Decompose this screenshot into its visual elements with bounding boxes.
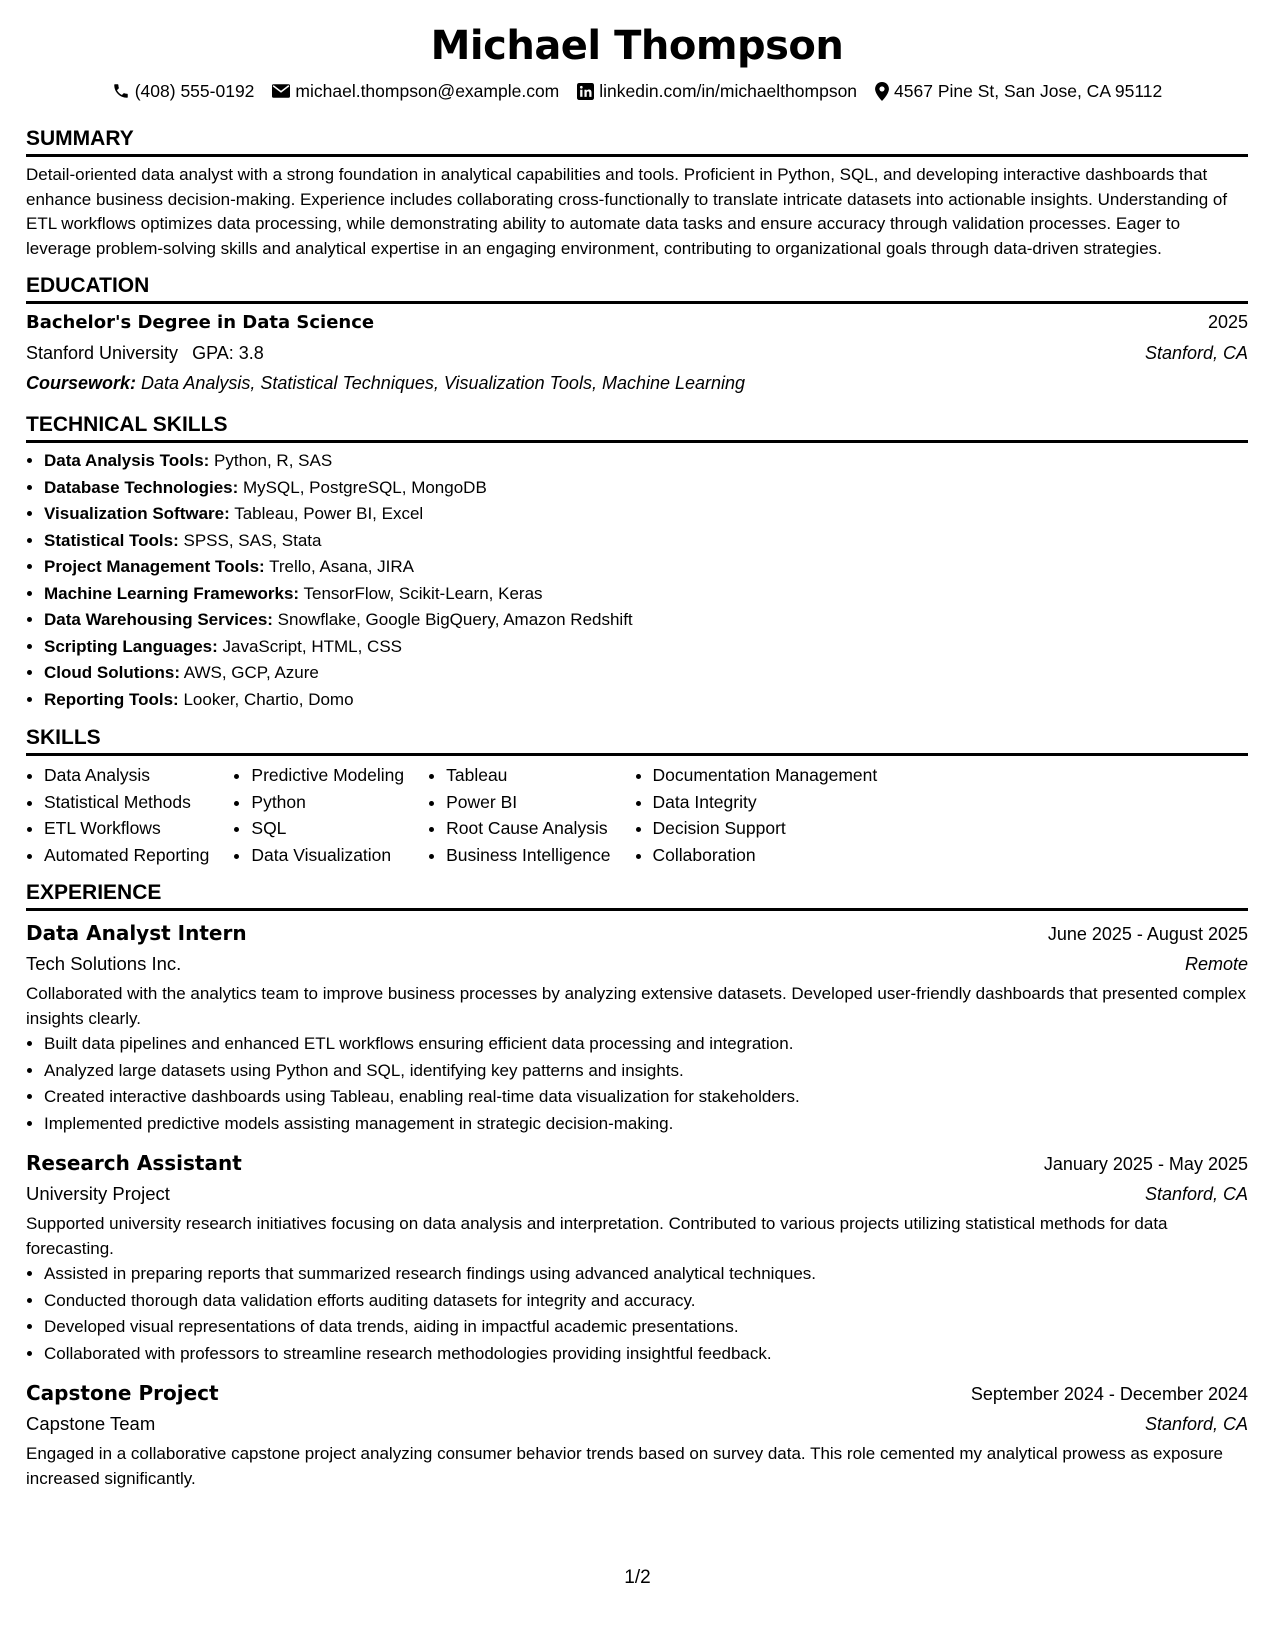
job-company: Capstone Team <box>26 1413 156 1434</box>
experience-section <box>26 880 1248 1491</box>
job-title: Research Assistant <box>26 1151 242 1175</box>
linkedin-text[interactable]: linkedin.com/in/michaelthompson <box>599 80 858 101</box>
skill-item: • ETL Workflows <box>44 815 209 842</box>
school-name: Stanford University <box>26 343 179 363</box>
technical-skill-value: Snowflake, Google BigQuery, Amazon Redshift <box>272 610 633 629</box>
skills-section <box>26 725 1248 868</box>
skill-item: • Tableau <box>446 762 610 789</box>
job-description: Supported university research initiatives focusing on data analysis and interpretation. Contributed to various projects utilizing statistical methods for data forecasting. <box>26 1214 1168 1258</box>
skill-item: • SQL <box>251 815 404 842</box>
technical-skill-label: Cloud Solutions: <box>44 663 180 682</box>
technical-skill-value: MySQL, PostgreSQL, MongoDB <box>238 477 487 497</box>
job-company: Tech Solutions Inc. <box>26 953 182 974</box>
skill-item: • Decision Support <box>653 815 878 842</box>
job-bullet: • Conducted thorough data validation efforts auditing datasets for integrity and accuracy. <box>44 1288 1248 1315</box>
technical-skills-heading: TECHNICAL SKILLS <box>26 412 1248 443</box>
technical-skill-label: Project Management Tools: <box>44 557 265 576</box>
skill-item: • Root Cause Analysis <box>446 815 610 842</box>
technical-skill-item <box>44 448 1248 475</box>
technical-skill-value: Tableau, Power BI, Excel <box>229 504 424 523</box>
technical-skill-value: AWS, GCP, Azure <box>179 663 319 682</box>
page-number: 1/2 <box>624 1567 651 1588</box>
job-bullet: • Collaborated with professors to streamline research methodologies providing insightful feedback. <box>44 1341 1248 1368</box>
job-dates: January 2025 - May 2025 <box>1043 1154 1248 1174</box>
contact-email[interactable] <box>272 81 559 102</box>
technical-skill-value: SPSS, SAS, Stata <box>178 530 322 550</box>
skills-column <box>428 762 610 868</box>
skill-item: • Data Analysis <box>44 762 209 789</box>
address-text: 4567 Pine St, San Jose, CA 95112 <box>894 80 1163 101</box>
technical-skill-label: Scripting Languages: <box>44 636 218 656</box>
skill-item: • Data Visualization <box>251 842 404 869</box>
job-header <box>26 1377 1248 1409</box>
education-section <box>26 273 1248 398</box>
coursework <box>26 368 1248 398</box>
job-subheader <box>26 1179 1248 1209</box>
coursework-list: Data Analysis, Statistical Techniques, Visualization Tools, Machine Learning <box>136 373 746 393</box>
resume-page <box>26 20 1248 1491</box>
job-entry <box>26 1147 1248 1367</box>
job-location: Remote <box>1184 954 1248 974</box>
experience-heading: EXPERIENCE <box>26 880 1248 911</box>
school-location: Stanford, CA <box>1144 343 1248 363</box>
gpa: GPA: 3.8 <box>192 343 264 363</box>
job-subheader <box>26 1409 1248 1439</box>
job-company: University Project <box>26 1183 170 1204</box>
technical-skill-item <box>44 660 1248 687</box>
job-description: Engaged in a collaborative capstone project analyzing consumer behavior trends based on survey data. This role cemented my analytical prowess as exposure increased significantly. <box>26 1444 1223 1488</box>
degree-title: Bachelor's Degree in Data Science <box>26 312 375 333</box>
candidate-name: Michael Thompson <box>430 23 844 69</box>
skill-item: • Predictive Modeling <box>251 762 404 789</box>
skills-column <box>635 762 878 868</box>
job-dates: June 2025 - August 2025 <box>1047 924 1248 944</box>
technical-skill-value: JavaScript, HTML, CSS <box>217 636 403 656</box>
coursework-label: Coursework: <box>26 373 137 393</box>
email-text[interactable]: michael.thompson@example.com <box>295 80 560 101</box>
contact-phone <box>112 81 255 102</box>
technical-skill-item <box>44 475 1248 502</box>
map-marker-icon <box>875 82 889 101</box>
technical-skill-label: Data Analysis Tools: <box>44 451 210 470</box>
skill-item: • Automated Reporting <box>44 842 209 869</box>
technical-skill-item <box>44 687 1248 714</box>
technical-skill-item <box>44 501 1248 528</box>
phone-text: (408) 555-0192 <box>134 80 255 101</box>
summary-text: Detail-oriented data analyst with a strong foundation in analytical capabilities and tools. Proficient in Python, SQL, and developing interactive dashboards that enhance business decision-making. Experience includes collaborating cross-functionally to translate intricate datasets into actionable insights. Understanding of ETL workflows optimizes data processing, while demonstrating ability to automate data tasks and ensure accuracy through validation processes. Eager to leverage problem-solving skills and analytical expertise in an engaging environment, contributing to organizational goals through data-driven strategies. <box>26 165 1228 258</box>
technical-skill-label: Machine Learning Frameworks: <box>44 583 300 603</box>
skill-item: • Statistical Methods <box>44 789 209 816</box>
job-bullet: • Analyzed large datasets using Python and SQL, identifying key patterns and insights. <box>44 1058 1248 1085</box>
summary-heading: SUMMARY <box>26 126 1248 157</box>
job-bullets <box>26 1031 1248 1137</box>
technical-skill-label: Visualization Software: <box>44 504 230 523</box>
graduation-year: 2025 <box>1207 312 1248 332</box>
contact-bar <box>26 78 1248 104</box>
job-bullet: • Developed visual representations of data trends, aiding in impactful academic presentations. <box>44 1314 1248 1341</box>
job-bullet: • Assisted in preparing reports that summarized research findings using advanced analytical techniques. <box>44 1261 1248 1288</box>
skills-grid <box>26 762 1248 868</box>
technical-skill-label: Reporting Tools: <box>44 689 179 709</box>
job-title: Capstone Project <box>26 1381 219 1405</box>
job-bullet: • Built data pipelines and enhanced ETL workflows ensuring efficient data processing and integration. <box>44 1031 1248 1058</box>
skill-item: • Data Integrity <box>653 789 878 816</box>
technical-skill-item <box>44 634 1248 661</box>
envelope-icon <box>272 84 290 98</box>
job-entry <box>26 1377 1248 1491</box>
job-location: Stanford, CA <box>1144 1414 1248 1434</box>
skill-item: • Python <box>251 789 404 816</box>
summary-section <box>26 126 1248 261</box>
job-title: Data Analyst Intern <box>26 921 247 945</box>
school-line <box>26 338 264 368</box>
technical-skill-item <box>44 581 1248 608</box>
job-location: Stanford, CA <box>1144 1184 1248 1204</box>
skill-item: • Power BI <box>446 789 610 816</box>
job-subheader <box>26 949 1248 979</box>
job-bullets <box>26 1261 1248 1367</box>
job-description: Collaborated with the analytics team to improve business processes by analyzing extensive datasets. Developed user-friendly dashboards that presented complex insights clearly. <box>26 984 1246 1028</box>
technical-skill-value: Trello, Asana, JIRA <box>264 557 415 576</box>
job-header <box>26 1147 1248 1179</box>
linkedin-icon <box>577 83 594 100</box>
technical-skill-value: TensorFlow, Scikit-Learn, Keras <box>299 583 543 603</box>
skill-item: • Documentation Management <box>653 762 878 789</box>
experience-list <box>26 917 1248 1491</box>
skills-column <box>233 762 404 868</box>
skills-column <box>26 762 209 868</box>
technical-skills-section <box>26 412 1248 713</box>
technical-skill-label: Statistical Tools: <box>44 530 179 550</box>
education-heading: EDUCATION <box>26 273 1248 304</box>
contact-linkedin[interactable] <box>577 81 857 102</box>
technical-skill-label: Database Technologies: <box>44 477 239 497</box>
job-entry <box>26 917 1248 1137</box>
job-header <box>26 917 1248 949</box>
technical-skill-item <box>44 607 1248 634</box>
contact-address <box>875 81 1162 102</box>
technical-skill-label: Data Warehousing Services: <box>44 610 273 629</box>
skills-heading: SKILLS <box>26 725 1248 756</box>
technical-skill-item <box>44 528 1248 555</box>
skill-item: • Business Intelligence <box>446 842 610 869</box>
skill-item: • Collaboration <box>653 842 878 869</box>
job-bullet: • Implemented predictive models assisting management in strategic decision-making. <box>44 1111 1248 1138</box>
technical-skills-list <box>26 448 1248 713</box>
job-dates: September 2024 - December 2024 <box>970 1384 1248 1404</box>
phone-icon <box>112 82 130 100</box>
job-bullet: • Created interactive dashboards using Tableau, enabling real-time data visualization for stakeholders. <box>44 1084 1248 1111</box>
technical-skill-item <box>44 554 1248 581</box>
technical-skill-value: Python, R, SAS <box>209 451 333 470</box>
technical-skill-value: Looker, Chartio, Domo <box>178 689 354 709</box>
